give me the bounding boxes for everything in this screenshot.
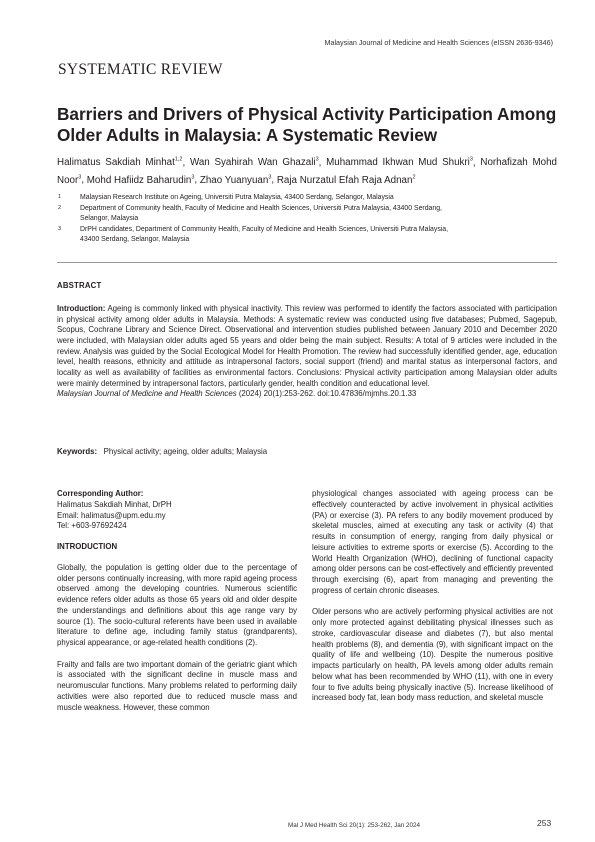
affiliation-number: 2	[58, 204, 62, 211]
citation-journal: Malaysian Journal of Medicine and Health Sciences	[57, 389, 237, 399]
author-name: Wan Syahirah Wan Ghazali	[189, 157, 316, 169]
abstract-text: Ageing is commonly linked with physical inactivity. This review was performed to identify the factors associated with participation in physical activity among older adults in Malaysia. Methods: A systematic review was conducted using five databases; Pubmed, Sagepub, Scopus, Cochrane Library and Science Direct. Observational and intervention studies published between January 2010 and December 2020 were included, with Malaysian older adults aged 55 years and older being the main subject. Results: A total of 9 articles were included in the review. Analysis was guided by the Social Ecological Model for Health Promotion. The review had successfully identified gender, age, education level, health reasons, ethnicity and attitude as intrapersonal factors, social support (friend) and marital status as interpersonal factors, and locality as well as availability of facilities as environmental factors. Conclusions: Physical activity participation among Malaysian older adults were mainly determined by intrapersonal factors, particularly gender, health condition and educational level.	[57, 304, 557, 388]
citation-details: (2024) 20(1):253-262. doi:10.47836/mjmhs.20.1.33	[236, 389, 417, 399]
article-title	[57, 104, 557, 146]
body-paragraph: Frailty and falls are two important domain of the geriatric giant which is associated with the significant decline in muscle mass and neuromuscular functions. Many problems related to performing daily activities were also reported due to reduced muscle mass and muscle weakness. However, these common	[57, 659, 297, 712]
corresponding-author-tel: Tel: +603-97692424	[57, 521, 127, 531]
author-affiliation-sup: 1,2	[174, 157, 183, 163]
footer-citation: Mal J Med Health Sci 20(1): 253-262, Jan 2024	[288, 822, 420, 829]
body-paragraph: Older persons who are actively performing physical activities are not only more protected against debilitating physical illnesses such as stroke, cardiovascular disease and diabetes (7), but also mental health problems (8), and dementia (9), with significant impact on the quality of life and wellbeing (10). Despite the numerous positive impacts particularly on health, PA levels among older adults remain below what has been recommended by WHO (11), with one in every four to five adults being physically inactive (5). Increase likelihood of increased body fat, lean body mass reduction, and skeletal muscle	[312, 607, 553, 703]
affiliation	[58, 193, 548, 204]
author-name: Halimatus Sakdiah Minhat	[57, 157, 175, 169]
affiliation	[58, 204, 548, 225]
keywords	[57, 447, 557, 456]
corresponding-author-heading: Corresponding Author:	[57, 489, 144, 498]
corresponding-author-email[interactable]: Email: halimatus@upm.edu.my	[57, 510, 166, 520]
keywords-text: Physical activity; ageing, older adults; Malaysia	[103, 447, 268, 456]
body-paragraph: Globally, the population is getting older due to the percentage of older persons continually increasing, with more rapid ageing process observed among the developing countries. Numerous scientific evidence refers older adults as those 65 years old and older despite the understandings and definitions about this age range vary by source (1). The socio-cultural referents have been used in available literature to define age, including family status (grandparents), physical appearance, or age-related health conditions (2).	[57, 562, 297, 647]
author	[200, 175, 272, 186]
abstract-body	[57, 304, 557, 400]
author-affiliation-sup: 3	[469, 157, 473, 163]
affiliation-number: 1	[58, 194, 62, 200]
left-column	[57, 489, 297, 713]
affiliation-text: 43400 Serdang, Selangor, Malaysia	[80, 236, 190, 244]
affiliation-text: Malaysian Research Institute on Ageing, Universiti Putra Malaysia, 43400 Serdang, Selangor, Malaysia	[80, 194, 394, 201]
abstract-heading: ABSTRACT	[57, 281, 102, 290]
journal-header: Malaysian Journal of Medicine and Health Sciences (eISSN 2636-9346)	[324, 38, 553, 47]
author-name: Raja Nurzatul Efah Raja Adnan	[276, 174, 413, 186]
author-name: Muhammad Ikhwan Mud Shukri	[326, 157, 470, 169]
title-line: Barriers and Drivers of Physical Activity Participation Among	[57, 104, 557, 124]
affiliations	[58, 193, 548, 246]
section-divider	[57, 262, 557, 263]
title-line: Older Adults in Malaysia: A Systematic Review	[57, 125, 438, 145]
corresponding-author-name: Halimatus Sakdiah Minhat, DrPH	[57, 499, 172, 509]
page-number: 253	[537, 818, 552, 828]
author-list: Halimatus Sakdiah Minhat$^{1,2}$, Wan Syahirah Wan Ghazali$^3$, Muhammad Ikhwan Mud Shukri$^3$, Norhafizah Mohd Noor$^3$, Mohd Hafiidz Baharudin$^3$, Zhao Yuanyuan$^3$, Raja Nurzatul Efah Raja Adnan$^2$	[57, 157, 557, 186]
author	[326, 157, 473, 168]
affiliation-text: Department of Community health, Faculty of Medicine and Health Sciences, Universiti Putra Malaysia, 43400 Serdang,	[80, 204, 442, 212]
author	[190, 157, 319, 168]
author	[57, 157, 182, 168]
right-column	[312, 489, 553, 704]
affiliation	[58, 225, 548, 246]
author-affiliation-sup: 3	[191, 174, 195, 181]
author-name: Zhao Yuanyuan	[199, 174, 269, 186]
author-affiliation-sup: 3	[268, 174, 272, 181]
affiliation-text: DrPH candidates, Department of Community Health, Faculty of Medicine and Health Sciences, Universiti Putra Malaysia,	[80, 225, 449, 233]
author-name: Mohd Hafiidz Baharudin	[86, 174, 192, 186]
affiliation-text: Selangor, Malaysia	[80, 215, 139, 223]
section-label: SYSTEMATIC REVIEW	[58, 61, 223, 78]
body-paragraph: physiological changes associated with ageing process can be effectively counteracted by active involvement in physical activities (PA) or exercise (3). PA refers to any bodily movement produced by skeletal muscles, aimed at executing any task or activity (4) that results in consumption of energy, ranging from daily physical or leisure activities to extreme sports or exercise (5). According to the World Health Organization (WHO), declining of functional capacity among older persons can be cost-effectively and efficiently prevented through exercising (6), apart from managing and preventing the progress of certain chronic diseases.	[312, 489, 553, 595]
abstract-intro-label: Introduction:	[57, 304, 106, 313]
keywords-label: Keywords:	[57, 447, 98, 456]
author	[87, 175, 195, 186]
author-affiliation-sup: 2	[412, 174, 416, 181]
author-affiliation-sup: 3	[315, 157, 319, 163]
author	[277, 175, 416, 186]
author-name: Norhafizah Mohd Noor	[57, 157, 557, 186]
introduction-heading: INTRODUCTION	[57, 542, 118, 551]
author-affiliation-sup: 3	[78, 174, 82, 181]
affiliation-number: 3	[58, 225, 62, 232]
